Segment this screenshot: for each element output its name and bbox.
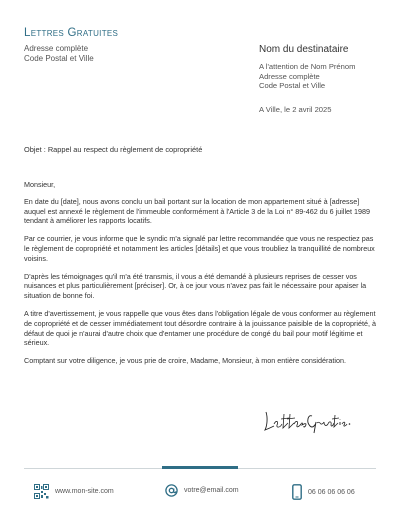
footer-accent-bar: [162, 466, 238, 469]
handwritten-signature: [262, 402, 352, 441]
recipient-attention: A l'attention de Nom Prénom: [259, 62, 356, 71]
footer-website: [34, 484, 114, 499]
letter-body: [24, 180, 380, 374]
letter-subject: Objet : Rappel au respect du règlement de copropriété: [24, 145, 203, 154]
qr-code-icon: [34, 484, 49, 499]
place-date: A Ville, le 2 avril 2025: [259, 104, 332, 114]
footer-website-text[interactable]: www.mon-site.com: [55, 488, 114, 495]
letter-paragraph: A titre d'avertissement, je vous rappelle que vous êtes dans l'obligation légale de vous conformer au règlement de copropriété et de cesser immédiatement tout désordre contraire à la jouissance paisible de la copropriété, à défaut de quoi je n'aurai d'autre choix que d'entamer une procédure de congé du bail pour motif légitime et sérieux.: [24, 308, 376, 348]
letter-paragraph: Comptant sur votre diligence, je vous prie de croire, Madame, Monsieur, à mon entière considération.: [24, 356, 347, 366]
sender-city: Code Postal et Ville: [24, 54, 94, 63]
mobile-phone-icon: [292, 484, 302, 500]
footer-email: [165, 484, 239, 497]
at-sign-icon: [165, 484, 178, 497]
letter-paragraph: En date du [date], nous avons conclu un bail portant sur la location de mon appartement situé à [adresse] auquel est annexé le règlement de l'immeuble conformément à l'Article 3 de la Loi n° 89-462 du 6 juillet 1989 tendant à améliorer les rapports locatifs.: [24, 196, 371, 226]
recipient-address: Adresse complète: [259, 71, 320, 81]
sender-address: Adresse complète: [24, 44, 89, 53]
recipient-city: Code Postal et Ville: [259, 81, 326, 90]
brand-name: Lettres Gratuites: [24, 27, 119, 39]
footer-phone-text[interactable]: 06 06 06 06 06: [308, 488, 355, 496]
sender-block: [24, 26, 118, 64]
footer-email-text[interactable]: votre@email.com: [184, 487, 239, 494]
recipient-block: [259, 43, 355, 115]
letter-paragraph: D'après les témoignages qu'il m'a été transmis, il vous a été demandé à plusieurs reprises de cesser vos nuisances et plus particulièrement [préciser]. Or, à ce jour vous n'avez pas fait le nécessaire pour apaiser la situation de bonne foi.: [24, 271, 367, 301]
footer-phone: [292, 484, 355, 500]
recipient-name: Nom du destinataire: [259, 44, 349, 55]
letter-paragraph: Par ce courrier, je vous informe que le syndic m'a signalé par lettre recommandée que vous ne respectiez pas le règlement de copropriété et notamment les articles [détails] et que vous troubliez la tranquillité de nombreux voisins.: [24, 234, 375, 263]
letter-greeting: Monsieur,: [24, 180, 56, 189]
